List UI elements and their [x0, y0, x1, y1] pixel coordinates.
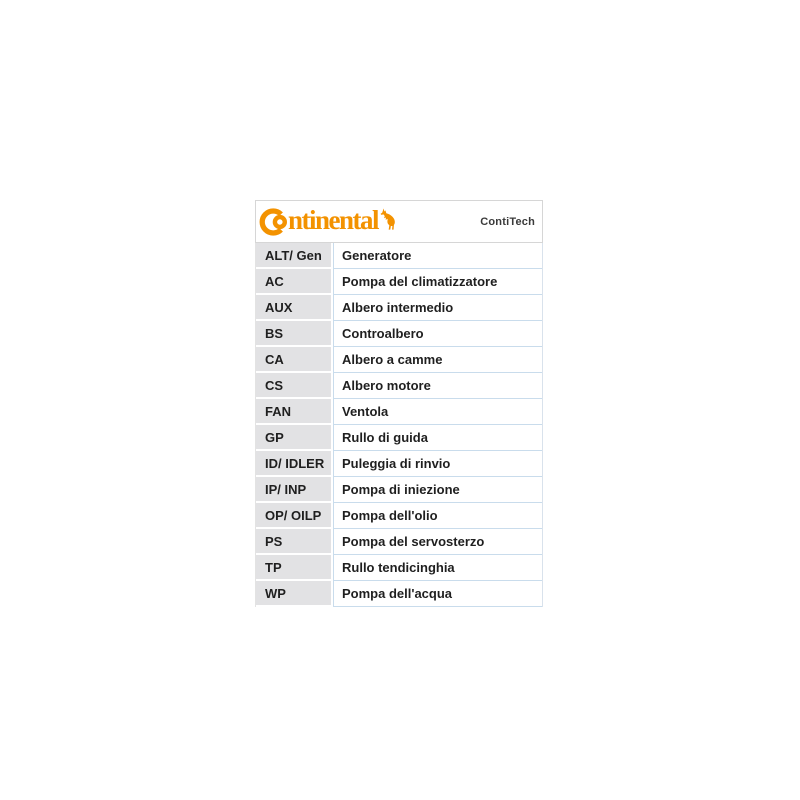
abbreviation-cell: ALT/ Gen — [256, 243, 333, 269]
table-row — [256, 347, 542, 373]
table-row — [256, 529, 542, 555]
contitech-wordmark: ContiTech — [480, 215, 535, 228]
abbreviation-cell: PS — [256, 529, 333, 555]
abbreviation-cell: OP/ OILP — [256, 503, 333, 529]
table-row — [256, 269, 542, 295]
abbreviation-cell: TP — [256, 555, 333, 581]
description-cell: Pompa di iniezione — [333, 477, 542, 503]
continental-co-ligature-icon — [259, 207, 291, 237]
abbreviation-cell: ID/ IDLER — [256, 451, 333, 477]
description-cell: Pompa del servosterzo — [333, 529, 542, 555]
abbreviation-cell: WP — [256, 581, 333, 607]
table-row — [256, 555, 542, 581]
description-cell: Puleggia di rinvio — [333, 451, 542, 477]
description-cell: Pompa del climatizzatore — [333, 269, 542, 295]
description-cell: Albero a camme — [333, 347, 542, 373]
legend-card — [255, 200, 543, 607]
table-row — [256, 425, 542, 451]
table-row — [256, 477, 542, 503]
table-row — [256, 503, 542, 529]
table-row — [256, 581, 542, 607]
description-cell: Pompa dell'olio — [333, 503, 542, 529]
description-cell: Controalbero — [333, 321, 542, 347]
table-row — [256, 373, 542, 399]
continental-wordmark: ntinental — [288, 205, 379, 235]
table-row — [256, 243, 542, 269]
brand-header — [255, 200, 543, 243]
description-cell: Rullo di guida — [333, 425, 542, 451]
table-row — [256, 399, 542, 425]
description-cell: Albero intermedio — [333, 295, 542, 321]
abbreviation-cell: CA — [256, 347, 333, 373]
abbreviation-cell: BS — [256, 321, 333, 347]
table-row — [256, 451, 542, 477]
description-cell: Ventola — [333, 399, 542, 425]
abbreviation-table — [255, 243, 543, 607]
continental-logo — [259, 207, 397, 237]
abbreviation-cell: AUX — [256, 295, 333, 321]
table-row — [256, 295, 542, 321]
description-cell: Albero motore — [333, 373, 542, 399]
table-row — [256, 321, 542, 347]
description-cell: Pompa dell'acqua — [333, 581, 542, 607]
rearing-horse-icon — [380, 208, 397, 230]
abbreviation-cell: AC — [256, 269, 333, 295]
description-cell: Rullo tendicinghia — [333, 555, 542, 581]
abbreviation-cell: GP — [256, 425, 333, 451]
abbreviation-cell: CS — [256, 373, 333, 399]
abbreviation-cell: IP/ INP — [256, 477, 333, 503]
description-cell: Generatore — [333, 243, 542, 269]
table-body — [256, 243, 542, 607]
abbreviation-cell: FAN — [256, 399, 333, 425]
